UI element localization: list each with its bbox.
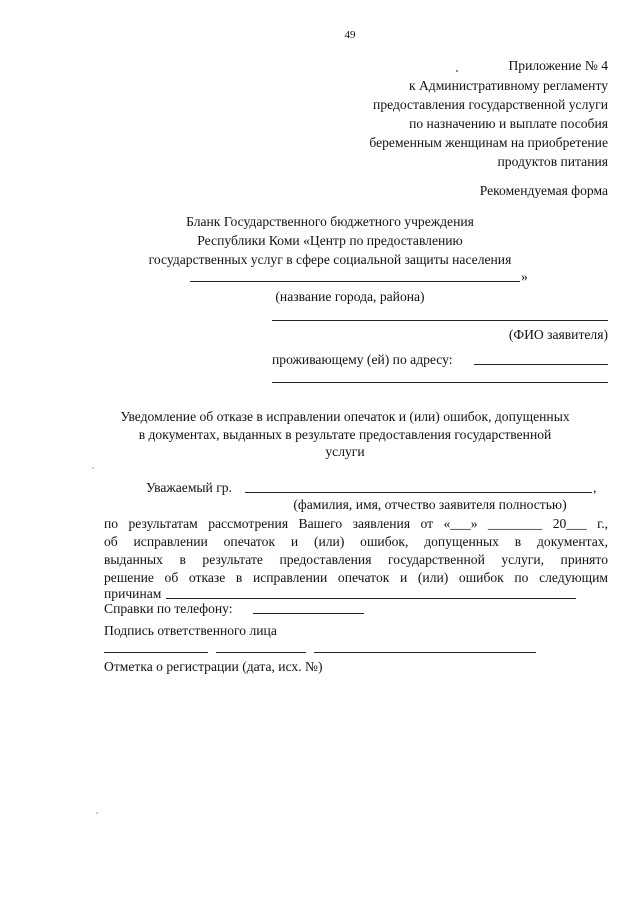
body-line-5: причинам [104, 586, 162, 601]
appendix-line-6: продуктов питания [497, 154, 608, 169]
closing-quote: » [521, 269, 528, 284]
signature-underline-3 [314, 652, 536, 653]
notice-title-line-3: услуги [325, 444, 365, 459]
recommended-form-note: Рекомендуемая форма [479, 183, 608, 198]
signature-underline-2 [216, 652, 306, 653]
fio-underline [272, 320, 608, 321]
appendix-line-4: по назначению и выплате пособия [409, 116, 608, 131]
phone-label: Справки по телефону: [104, 601, 233, 616]
body-line-3: выданных в результате предоставления государственной услуги, принято [104, 552, 608, 567]
scan-speck [92, 467, 94, 469]
body-line-1: по результатам рассмотрения Вашего заявления от «___» ________ 20___ г., [104, 516, 608, 531]
blank-line-2: Республики Коми «Центр по предоставлению [197, 233, 463, 248]
address-label: проживающему (ей) по адресу: [272, 352, 453, 367]
appendix-line-5: беременным женщинам на приобретение [369, 135, 608, 150]
body-line-2: об исправлении опечаток и (или) ошибок, допущенных в документах, [104, 534, 608, 549]
address-underline-1 [474, 364, 608, 365]
registration-label: Отметка о регистрации (дата, исх. №) [104, 659, 323, 674]
notice-title-line-2: в документах, выданных в результате предоставления государственной [138, 427, 552, 442]
reasons-underline [166, 598, 576, 599]
scan-speck [96, 812, 98, 814]
fio-caption: (ФИО заявителя) [508, 327, 608, 342]
appendix-line-2: к Административному регламенту [408, 78, 608, 93]
appendix-line-1: Приложение № 4 [508, 58, 608, 73]
signature-underline-1 [104, 652, 208, 653]
applicant-name-underline [245, 492, 592, 493]
name-caption: (фамилия, имя, отчество заявителя полностью) [293, 497, 567, 512]
phone-underline [253, 613, 364, 614]
body-line-4: решение об отказе в исправлении опечаток и (или) ошибок по следующим [104, 570, 608, 585]
greeting-comma: , [593, 480, 597, 495]
city-caption: (название города, района) [275, 289, 425, 304]
signature-label: Подпись ответственного лица [104, 623, 277, 638]
address-underline-2 [272, 382, 608, 383]
blank-name-underline [190, 281, 520, 282]
notice-title-line-1: Уведомление об отказе в исправлении опечаток и (или) ошибок, допущенных [120, 409, 570, 424]
greeting-label: Уважаемый гр. [146, 480, 233, 495]
page-number: 49 [344, 29, 356, 41]
blank-line-1: Бланк Государственного бюджетного учреждения [186, 214, 474, 229]
blank-line-3: государственных услуг в сфере социальной защиты населения [148, 252, 512, 267]
scan-speck [456, 70, 458, 72]
appendix-line-3: предоставления государственной услуги [373, 97, 608, 112]
